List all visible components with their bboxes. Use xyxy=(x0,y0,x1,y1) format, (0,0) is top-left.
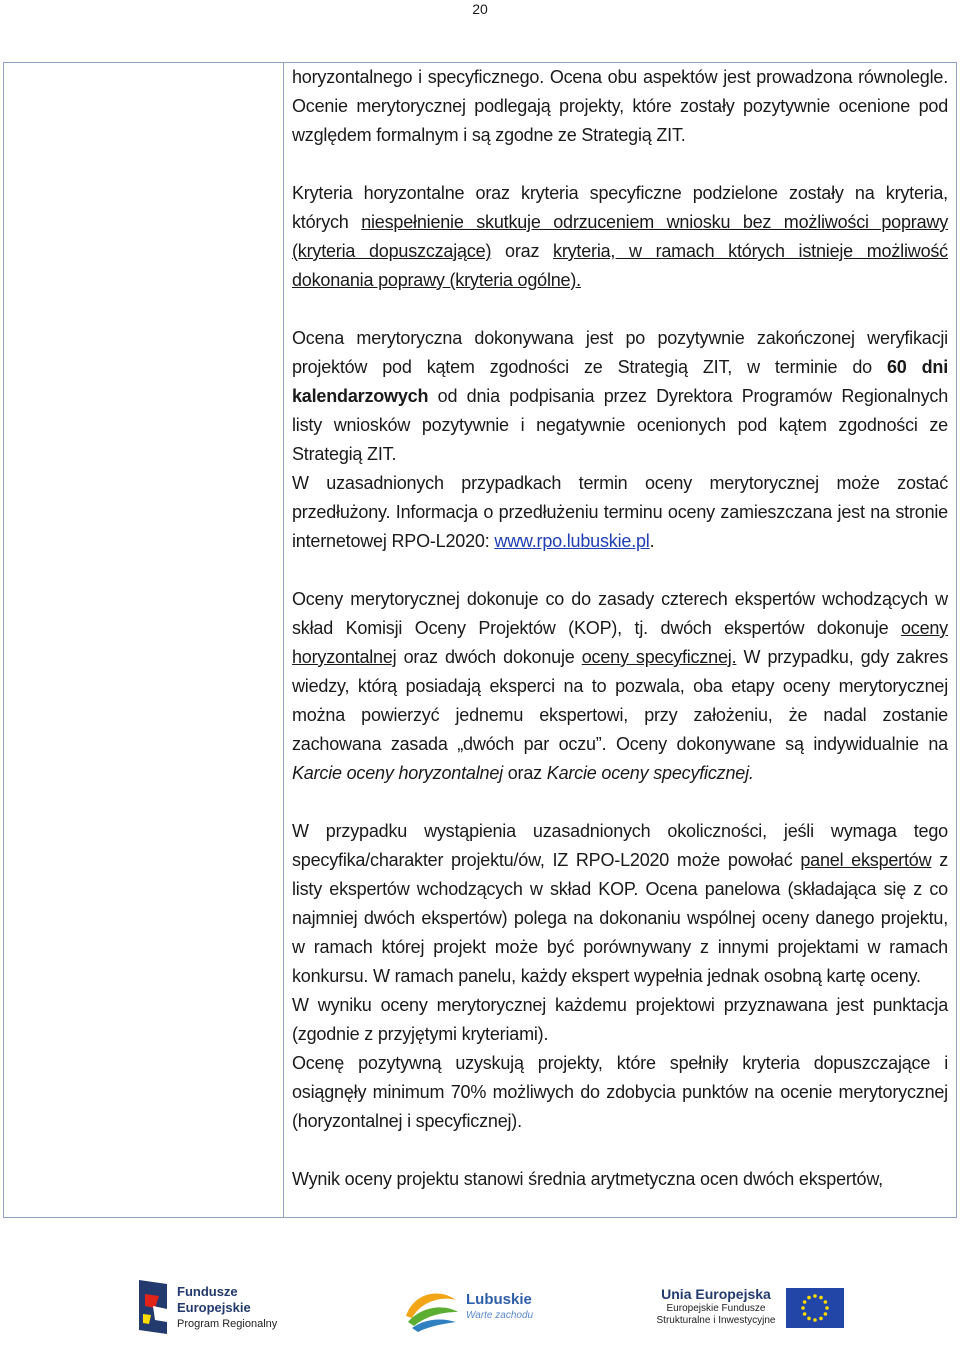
rpo-link[interactable]: www.rpo.lubuskie.pl xyxy=(494,531,650,551)
eu-flag-icon xyxy=(786,1288,844,1328)
text: Oceny merytorycznej dokonuje co do zasady czterech ekspertów wchodzących w skład Komisji Oceny Projektów (KOP), tj. dwóch ekspertów dokonuje xyxy=(292,589,948,638)
paragraph-6 xyxy=(292,817,948,991)
main-text xyxy=(292,63,948,1194)
footer-logos xyxy=(0,1268,960,1345)
underlined-text: niespełnienie skutkuje odrzuceniem wniosku bez możliwości poprawy (kryteria dopuszczające) xyxy=(292,212,948,261)
fe-logo-text: Fundusze Europejskie Program Regionalny xyxy=(177,1284,278,1330)
text: oraz xyxy=(502,763,547,783)
underlined-text: panel ekspertów xyxy=(800,850,932,870)
text: Ocena merytoryczna dokonywana jest po pozytywnie zakończonej weryfikacji projektów pod kątem zgodności ze Strategią ZIT, w terminie do xyxy=(292,328,948,377)
paragraph-8: Ocenę pozytywną uzyskują projekty, które spełniły kryteria dopuszczające i osiągnęły minimum 70% możliwych do zdobycia punktów na ocenie merytorycznej (horyzontalnej i specyficznej). xyxy=(292,1053,948,1131)
text: W przypadku, gdy zakres wiedzy, którą posiadają eksperci na to pozwala, oba etapy oceny merytorycznej można powierzyć jednemu ekspertowi, przy założeniu, że nadal zostanie zachowana zasada „dwóch par oczu”. Oceny dokonywane są indywidualnie na xyxy=(292,647,949,754)
fe-emblem-icon xyxy=(135,1278,171,1336)
paragraph-9: Wynik oceny projektu stanowi średnia arytmetyczna ocen dwóch ekspertów, xyxy=(292,1169,883,1189)
text: oraz dwóch dokonuje xyxy=(396,647,582,667)
underlined-text: oceny specyficznej. xyxy=(581,647,737,667)
text: . xyxy=(649,531,655,551)
text: z listy ekspertów wchodzących w skład KOP. Ocena panelowa (składająca się z co najmniej dwóch ekspertów) polega na dokonaniu wspólnej oceny danego projektu, w ramach której projekt może być porównywany z innymi projektami w ramach konkursu. W ramach panelu, każdy ekspert wypełnia jednak osobną kartę oceny. xyxy=(292,850,948,986)
paragraph-5 xyxy=(292,585,948,788)
paragraph-4 xyxy=(292,469,948,556)
text: W uzasadnionych przypadkach termin oceny merytorycznej może zostać przedłużony. Informacja o przedłużeniu terminu oceny zamieszczana jest na stronie internetowej RPO-L2020: xyxy=(292,473,948,551)
text: horyzontalnego i specyficznego. Ocena obu aspektów jest prowadzona równolegle. Ocenie merytorycznej podlegają projekty, które zostały pozytywnie ocenione pod względem formalnym i są zgodne ze Strategią ZIT. xyxy=(292,67,948,145)
text: oraz xyxy=(491,241,554,261)
text: od dnia podpisania przez Dyrektora Programów Regionalnych listy wniosków pozytywnie i negatywnie ocenionych pod kątem zgodności ze Strategią ZIT. xyxy=(292,386,948,464)
text: Kryteria horyzontalne oraz kryteria specyficzne podzielone zostały na kryteria, których xyxy=(292,183,948,232)
page-number: 20 xyxy=(472,1,488,17)
lubuskie-emblem-icon xyxy=(400,1286,462,1332)
text: W przypadku wystąpienia uzasadnionych okoliczności, jeśli wymaga tego specyfika/charakter projektu/ów, IZ RPO-L2020 może powołać xyxy=(292,821,948,870)
paragraph-2 xyxy=(292,179,948,295)
empty-left-cell xyxy=(4,63,284,1217)
underlined-text: kryteria, w ramach których istnieje możliwość dokonania poprawy (kryteria ogólne). xyxy=(292,241,948,290)
paragraph-3 xyxy=(292,324,948,469)
lubuskie-logo-text: Lubuskie Warte zachodu xyxy=(466,1291,534,1321)
fundusze-europejskie-logo xyxy=(135,1278,295,1338)
italic-text: Karcie oceny specyficznej. xyxy=(546,763,754,783)
paragraph-7: W wyniku oceny merytorycznej każdemu projektowi przyznawana jest punktacja (zgodnie z przyjętymi kryteriami). xyxy=(292,995,948,1044)
bold-text: 60 dni kalendarzowych xyxy=(292,357,948,406)
italic-text: Karcie oceny horyzontalnej xyxy=(292,763,503,783)
lubuskie-logo xyxy=(400,1286,570,1334)
underlined-text: oceny horyzontalnej xyxy=(292,618,948,667)
ue-logo-text: Unia Europejska Europejskie Fundusze Strukturalne i Inwestycyjne xyxy=(656,1286,776,1326)
unia-europejska-logo xyxy=(636,1286,856,1334)
paragraph-1 xyxy=(292,63,948,150)
